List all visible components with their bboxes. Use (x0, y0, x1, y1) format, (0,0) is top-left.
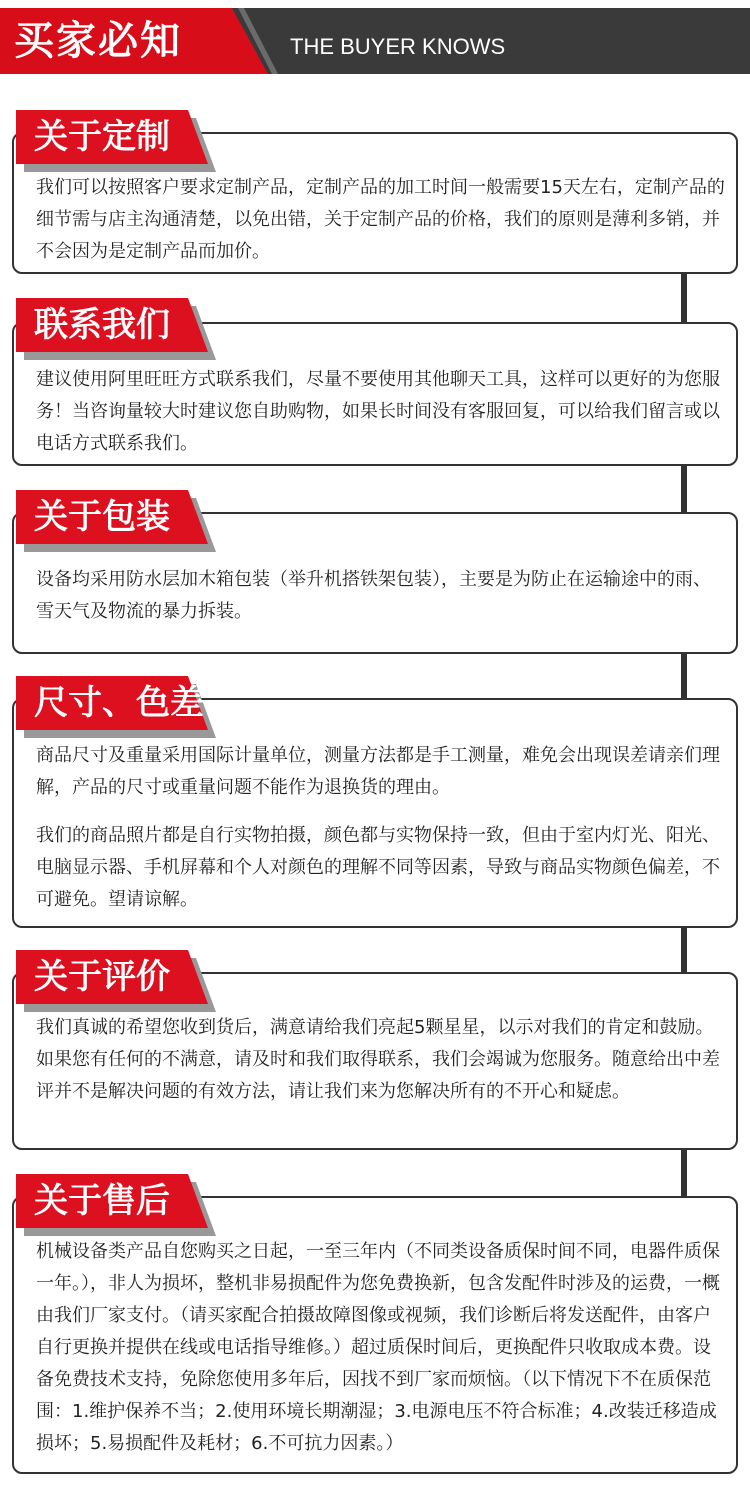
section-title: 关于评价 (34, 957, 170, 997)
section-text: 我们真诚的希望您收到货后，满意请给我们亮起5颗星星，以示对我们的肯定和鼓励。如果您有任何的不满意，请及时和我们取得联系，我们会竭诚为您服务。随意给出中差评并不是解决问题的有效方法，请让我们来为您解决所有的不开心和疑虑。 (36, 1017, 720, 1102)
section-card-after-sales (12, 1196, 738, 1474)
section-text: 机械设备类产品自您购买之日起，一至三年内（不同类设备质保时间不同，电器件质保一年。），非人为损坏，整机非易损配件为您免费换新，包含发配件时涉及的运费，一概由我们厂家支付。（请买家配合拍摄故障图像或视频，我们诊断后将发送配件，由客户自行更换并提供在线或电话指导维修。）超过质保时间后，更换配件只收取成本费。设备免费技术支持，免除您使用多年后，因找不到厂家而烦恼。（以下情况下不在质保范围：1.维护保养不当；2.使用环境长期潮湿；3.电源电压不符合标准；4.改装迁移造成损坏；5.易损配件及耗材；6.不可抗力因素。） (36, 1241, 720, 1454)
section-text: 我们的商品照片都是自行实物拍摄，颜色都与实物保持一致，但由于室内灯光、阳光、电脑显示器、手机屏幕和个人对颜色的理解不同等因素，导致与商品实物颜色偏差，不可避免。望请谅解。 (36, 825, 720, 910)
section-title: 联系我们 (34, 305, 170, 345)
section-text: 建议使用阿里旺旺方式联系我们，尽量不要使用其他聊天工具，这样可以更好的为您服务！当咨询量较大时建议您自助购物，如果长时间没有客服回复，可以给我们留言或以电话方式联系我们。 (36, 369, 720, 454)
section-title: 关于售后 (34, 1181, 170, 1221)
section-text: 商品尺寸及重量采用国际计量单位，测量方法都是手工测量，难免会出现误差请亲们理解，产品的尺寸或重量问题不能作为退换货的理由。 (36, 745, 720, 798)
section-title: 尺寸、色差 (34, 683, 204, 723)
section-title: 关于包装 (34, 497, 170, 537)
page-title: 买家必知 (14, 18, 182, 64)
header-banner (0, 8, 750, 74)
section-text: 我们可以按照客户要求定制产品，定制产品的加工时间一般需要15天左右，定制产品的细节需与店主沟通清楚，以免出错，关于定制产品的价格，我们的原则是薄利多销，并不会因为是定制产品而加价。 (36, 177, 725, 262)
section-text: 设备均采用防水层加木箱包装（举升机搭铁架包装），主要是为防止在运输途中的雨、雪天气及物流的暴力拆装。 (36, 569, 711, 622)
section-title: 关于定制 (34, 117, 170, 157)
page-subtitle: THE BUYER KNOWS (290, 34, 506, 59)
